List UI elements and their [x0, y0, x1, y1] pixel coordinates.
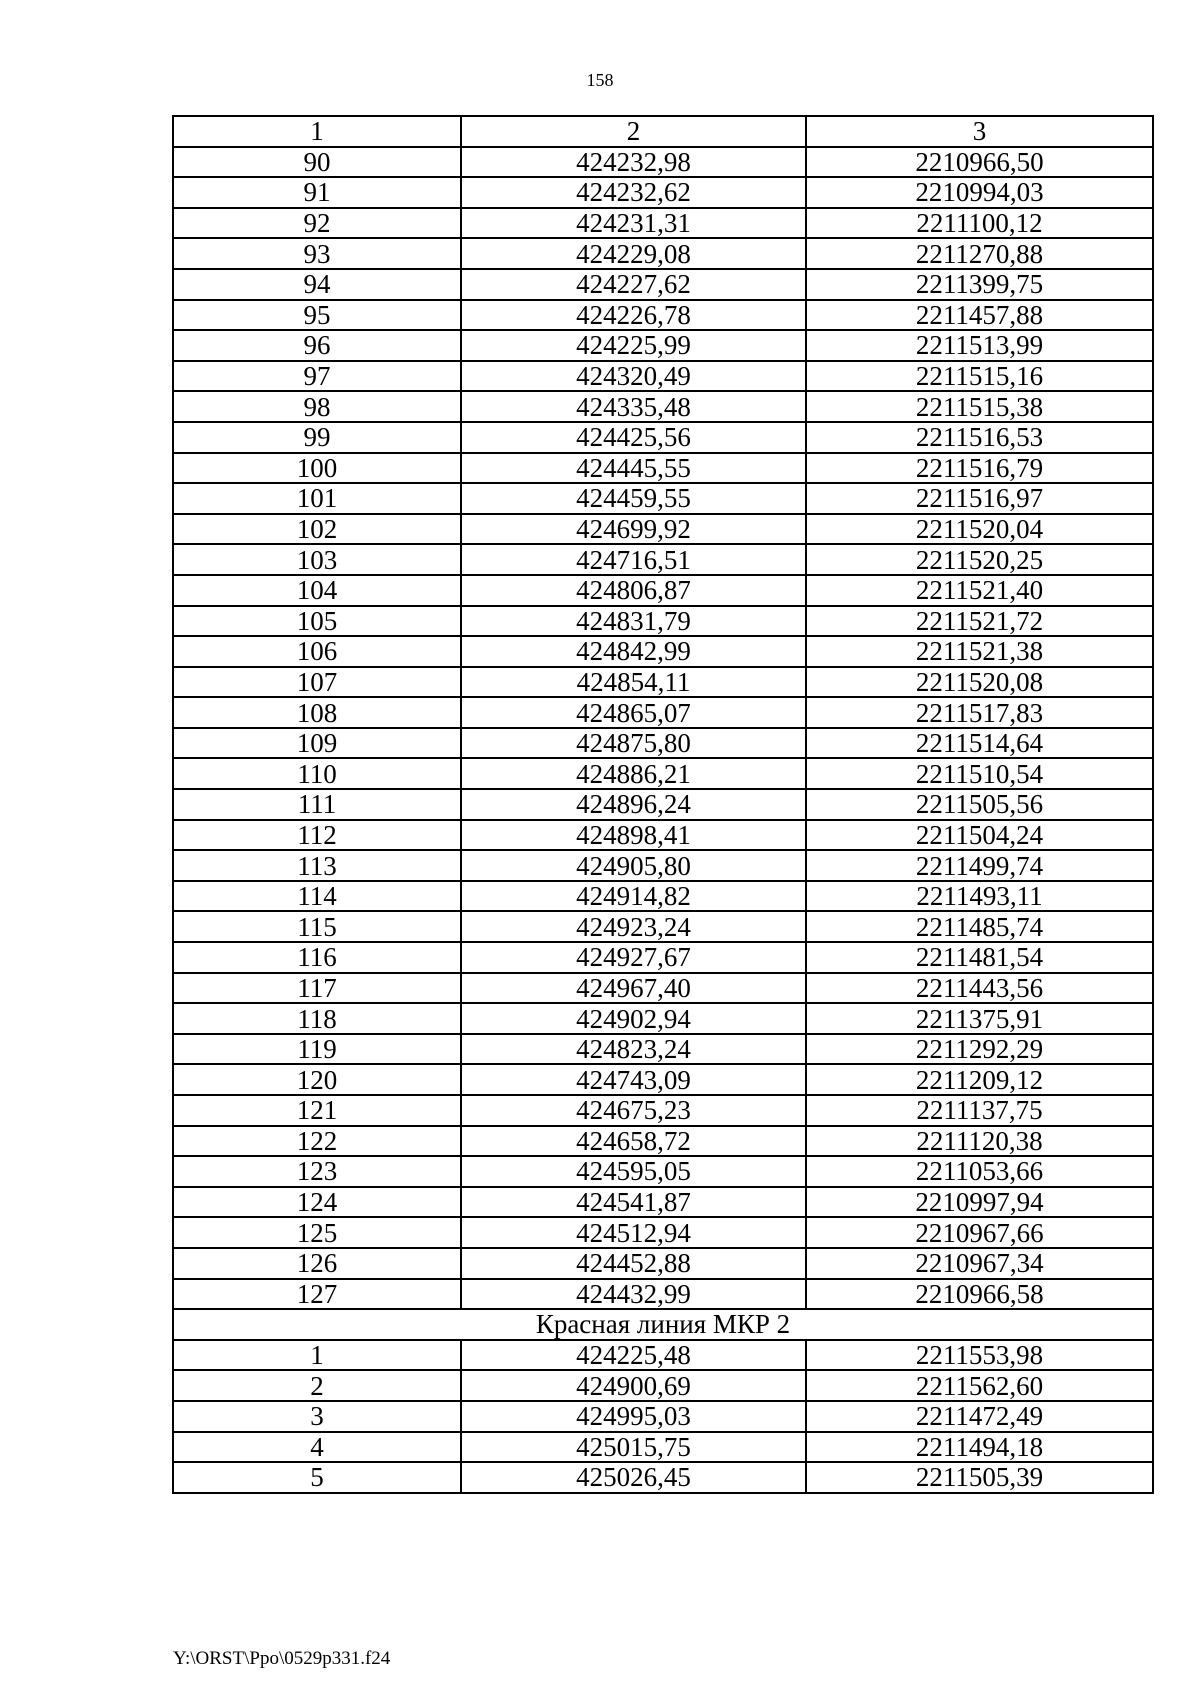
table-header-row: [173, 116, 1153, 147]
table-row: [173, 361, 1153, 392]
section-row: [173, 1309, 1153, 1340]
x-coordinate-cell: 424459,55: [461, 483, 806, 514]
point-number-cell: 124: [173, 1187, 461, 1218]
y-coordinate-cell: 2211562,60: [806, 1370, 1153, 1401]
y-coordinate-cell: 2211472,49: [806, 1401, 1153, 1432]
point-number-cell: 109: [173, 728, 461, 759]
table-row: [173, 177, 1153, 208]
table-row: [173, 1401, 1153, 1432]
x-coordinate-cell: 424231,31: [461, 208, 806, 239]
x-coordinate-cell: 424225,48: [461, 1340, 806, 1371]
x-coordinate-cell: 424902,94: [461, 1003, 806, 1034]
table-row: [173, 973, 1153, 1004]
x-coordinate-cell: 424743,09: [461, 1064, 806, 1095]
y-coordinate-cell: 2211515,16: [806, 361, 1153, 392]
y-coordinate-cell: 2211516,97: [806, 483, 1153, 514]
y-coordinate-cell: 2211485,74: [806, 911, 1153, 942]
point-number-cell: 114: [173, 881, 461, 912]
table-row: [173, 422, 1153, 453]
point-number-cell: 111: [173, 789, 461, 820]
x-coordinate-cell: 424854,11: [461, 667, 806, 698]
point-number-cell: 108: [173, 697, 461, 728]
table-row: [173, 606, 1153, 637]
y-coordinate-cell: 2211510,54: [806, 758, 1153, 789]
x-coordinate-cell: 424227,62: [461, 269, 806, 300]
table-row: [173, 697, 1153, 728]
table-row: [173, 942, 1153, 973]
header-cell-1: 1: [173, 116, 461, 147]
x-coordinate-cell: 424335,48: [461, 391, 806, 422]
y-coordinate-cell: 2210966,58: [806, 1279, 1153, 1310]
point-number-cell: 90: [173, 147, 461, 178]
y-coordinate-cell: 2211520,04: [806, 514, 1153, 545]
x-coordinate-cell: 424675,23: [461, 1095, 806, 1126]
table-row: [173, 1095, 1153, 1126]
y-coordinate-cell: 2211120,38: [806, 1126, 1153, 1157]
y-coordinate-cell: 2210997,94: [806, 1187, 1153, 1218]
y-coordinate-cell: 2211521,38: [806, 636, 1153, 667]
point-number-cell: 115: [173, 911, 461, 942]
table-row: [173, 636, 1153, 667]
table-row: [173, 881, 1153, 912]
table-row: [173, 1340, 1153, 1371]
x-coordinate-cell: 424900,69: [461, 1370, 806, 1401]
x-coordinate-cell: 424226,78: [461, 300, 806, 331]
point-number-cell: 3: [173, 1401, 461, 1432]
x-coordinate-cell: 424232,98: [461, 147, 806, 178]
x-coordinate-cell: 424875,80: [461, 728, 806, 759]
y-coordinate-cell: 2211457,88: [806, 300, 1153, 331]
point-number-cell: 102: [173, 514, 461, 545]
x-coordinate-cell: 424898,41: [461, 820, 806, 851]
y-coordinate-cell: 2211516,53: [806, 422, 1153, 453]
y-coordinate-cell: 2211517,83: [806, 697, 1153, 728]
x-coordinate-cell: 424967,40: [461, 973, 806, 1004]
point-number-cell: 94: [173, 269, 461, 300]
y-coordinate-cell: 2210966,50: [806, 147, 1153, 178]
point-number-cell: 113: [173, 850, 461, 881]
x-coordinate-cell: 424927,67: [461, 942, 806, 973]
x-coordinate-cell: 424865,07: [461, 697, 806, 728]
table-row: [173, 483, 1153, 514]
page-number: 158: [586, 70, 614, 90]
x-coordinate-cell: 424923,24: [461, 911, 806, 942]
table-row: [173, 300, 1153, 331]
x-coordinate-cell: 424445,55: [461, 453, 806, 484]
table-row: [173, 269, 1153, 300]
x-coordinate-cell: 424896,24: [461, 789, 806, 820]
y-coordinate-cell: 2211504,24: [806, 820, 1153, 851]
table-row: [173, 1370, 1153, 1401]
table-row: [173, 1432, 1153, 1463]
x-coordinate-cell: 425026,45: [461, 1462, 806, 1493]
table-row: [173, 391, 1153, 422]
point-number-cell: 97: [173, 361, 461, 392]
x-coordinate-cell: 424886,21: [461, 758, 806, 789]
point-number-cell: 92: [173, 208, 461, 239]
x-coordinate-cell: 424452,88: [461, 1248, 806, 1279]
y-coordinate-cell: 2211100,12: [806, 208, 1153, 239]
x-coordinate-cell: 424320,49: [461, 361, 806, 392]
point-number-cell: 100: [173, 453, 461, 484]
point-number-cell: 112: [173, 820, 461, 851]
x-coordinate-cell: 424512,94: [461, 1217, 806, 1248]
table-row: [173, 1279, 1153, 1310]
table-row: [173, 147, 1153, 178]
point-number-cell: 105: [173, 606, 461, 637]
y-coordinate-cell: 2211053,66: [806, 1156, 1153, 1187]
y-coordinate-cell: 2211521,40: [806, 575, 1153, 606]
point-number-cell: 118: [173, 1003, 461, 1034]
y-coordinate-cell: 2211481,54: [806, 942, 1153, 973]
x-coordinate-cell: 425015,75: [461, 1432, 806, 1463]
point-number-cell: 106: [173, 636, 461, 667]
x-coordinate-cell: 424806,87: [461, 575, 806, 606]
table-row: [173, 544, 1153, 575]
point-number-cell: 99: [173, 422, 461, 453]
point-number-cell: 110: [173, 758, 461, 789]
point-number-cell: 91: [173, 177, 461, 208]
x-coordinate-cell: 424842,99: [461, 636, 806, 667]
y-coordinate-cell: 2211553,98: [806, 1340, 1153, 1371]
y-coordinate-cell: 2211515,38: [806, 391, 1153, 422]
y-coordinate-cell: 2211499,74: [806, 850, 1153, 881]
point-number-cell: 116: [173, 942, 461, 973]
x-coordinate-cell: 424541,87: [461, 1187, 806, 1218]
table-row: [173, 758, 1153, 789]
point-number-cell: 95: [173, 300, 461, 331]
y-coordinate-cell: 2211520,08: [806, 667, 1153, 698]
table-row: [173, 1034, 1153, 1065]
table-row: [173, 1064, 1153, 1095]
point-number-cell: 117: [173, 973, 461, 1004]
x-coordinate-cell: 424229,08: [461, 238, 806, 269]
x-coordinate-cell: 424232,62: [461, 177, 806, 208]
y-coordinate-cell: 2210967,66: [806, 1217, 1153, 1248]
y-coordinate-cell: 2211375,91: [806, 1003, 1153, 1034]
table-row: [173, 1156, 1153, 1187]
x-coordinate-cell: 424432,99: [461, 1279, 806, 1310]
table-row: [173, 1248, 1153, 1279]
header-cell-3: 3: [806, 116, 1153, 147]
x-coordinate-cell: 424831,79: [461, 606, 806, 637]
y-coordinate-cell: 2211270,88: [806, 238, 1153, 269]
y-coordinate-cell: 2211505,56: [806, 789, 1153, 820]
table-row: [173, 911, 1153, 942]
y-coordinate-cell: 2211513,99: [806, 330, 1153, 361]
x-coordinate-cell: 424905,80: [461, 850, 806, 881]
point-number-cell: 125: [173, 1217, 461, 1248]
y-coordinate-cell: 2211399,75: [806, 269, 1153, 300]
point-number-cell: 127: [173, 1279, 461, 1310]
section-title: Красная линия МКР 2: [173, 1309, 1153, 1340]
table-row: [173, 1126, 1153, 1157]
x-coordinate-cell: 424595,05: [461, 1156, 806, 1187]
y-coordinate-cell: 2211521,72: [806, 606, 1153, 637]
x-coordinate-cell: 424425,56: [461, 422, 806, 453]
table-row: [173, 1462, 1153, 1493]
x-coordinate-cell: 424914,82: [461, 881, 806, 912]
table-row: [173, 1217, 1153, 1248]
y-coordinate-cell: 2211493,11: [806, 881, 1153, 912]
y-coordinate-cell: 2211292,29: [806, 1034, 1153, 1065]
point-number-cell: 2: [173, 1370, 461, 1401]
table-row: [173, 453, 1153, 484]
y-coordinate-cell: 2211516,79: [806, 453, 1153, 484]
point-number-cell: 93: [173, 238, 461, 269]
coordinates-table-body: [173, 116, 1153, 1493]
table-row: [173, 850, 1153, 881]
y-coordinate-cell: 2211494,18: [806, 1432, 1153, 1463]
table-row: [173, 789, 1153, 820]
x-coordinate-cell: 424699,92: [461, 514, 806, 545]
coordinates-table: [172, 115, 1154, 1494]
point-number-cell: 4: [173, 1432, 461, 1463]
header-cell-2: 2: [461, 116, 806, 147]
point-number-cell: 103: [173, 544, 461, 575]
point-number-cell: 119: [173, 1034, 461, 1065]
point-number-cell: 104: [173, 575, 461, 606]
y-coordinate-cell: 2211137,75: [806, 1095, 1153, 1126]
point-number-cell: 126: [173, 1248, 461, 1279]
file-path-footer: Y:\ORST\Ppo\0529p331.f24: [173, 1648, 391, 1669]
table-row: [173, 728, 1153, 759]
x-coordinate-cell: 424658,72: [461, 1126, 806, 1157]
y-coordinate-cell: 2210967,34: [806, 1248, 1153, 1279]
table-row: [173, 575, 1153, 606]
table-row: [173, 667, 1153, 698]
x-coordinate-cell: 424225,99: [461, 330, 806, 361]
point-number-cell: 107: [173, 667, 461, 698]
table-row: [173, 820, 1153, 851]
point-number-cell: 101: [173, 483, 461, 514]
table-row: [173, 330, 1153, 361]
x-coordinate-cell: 424995,03: [461, 1401, 806, 1432]
point-number-cell: 5: [173, 1462, 461, 1493]
point-number-cell: 1: [173, 1340, 461, 1371]
y-coordinate-cell: 2211514,64: [806, 728, 1153, 759]
point-number-cell: 98: [173, 391, 461, 422]
y-coordinate-cell: 2211520,25: [806, 544, 1153, 575]
table-row: [173, 208, 1153, 239]
point-number-cell: 122: [173, 1126, 461, 1157]
table-row: [173, 238, 1153, 269]
table-row: [173, 514, 1153, 545]
y-coordinate-cell: 2211209,12: [806, 1064, 1153, 1095]
y-coordinate-cell: 2211505,39: [806, 1462, 1153, 1493]
point-number-cell: 96: [173, 330, 461, 361]
y-coordinate-cell: 2211443,56: [806, 973, 1153, 1004]
table-row: [173, 1003, 1153, 1034]
x-coordinate-cell: 424716,51: [461, 544, 806, 575]
y-coordinate-cell: 2210994,03: [806, 177, 1153, 208]
point-number-cell: 121: [173, 1095, 461, 1126]
point-number-cell: 123: [173, 1156, 461, 1187]
point-number-cell: 120: [173, 1064, 461, 1095]
table-row: [173, 1187, 1153, 1218]
x-coordinate-cell: 424823,24: [461, 1034, 806, 1065]
